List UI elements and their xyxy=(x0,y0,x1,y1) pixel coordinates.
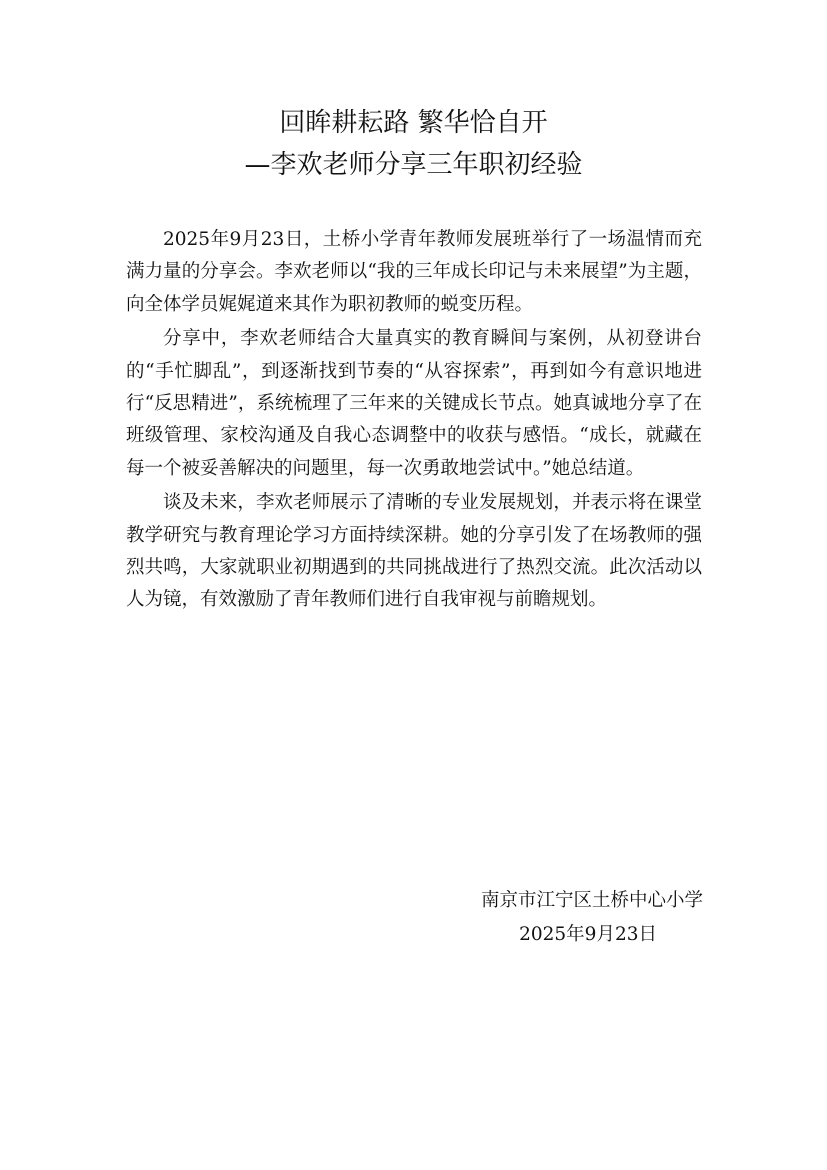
paragraph-1: 2025年9月23日，土桥小学青年教师发展班举行了一场温情而充满力量的分享会。李欢老师以“我的三年成长印记与未来展望”为主题，向全体学员娓娓道来其作为职初教师的蜕变历程。 xyxy=(126,229,702,315)
title-main: 回眸耕耘路 繁华恰自开 xyxy=(279,108,548,138)
paragraph-2: 分享中，李欢老师结合大量真实的教育瞬间与案例，从初登讲台的“手忙脚乱”，到逐渐找到节奏的“从容探索”，再到如今有意识地进行“反思精进”，系统梳理了三年来的关键成长节点。她真诚地分享了在班级管理、家校沟通及自我心态调整中的收获与感悟。“成长，就藏在每一个被妥善解决的问题里，每一次勇敢地尝试中。”她总结道。 xyxy=(126,328,702,479)
title-subtitle: —李欢老师分享三年职初经验 xyxy=(244,150,583,180)
paragraph-3: 谈及未来，李欢老师展示了清晰的专业发展规划，并表示将在课堂教学研究与教育理论学习方面持续深耕。她的分享引发了在场教师的强烈共鸣，大家就职业初期遇到的共同挑战进行了热烈交流。此次活动以人为镜，有效激励了青年教师们进行自我审视与前瞻规划。 xyxy=(126,492,702,611)
signature-block xyxy=(481,884,703,952)
document-body xyxy=(126,224,702,619)
signature-date: 2025年9月23日 xyxy=(519,924,657,945)
document-title xyxy=(0,102,827,186)
signature-organization: 南京市江宁区土桥中心小学 xyxy=(480,890,703,911)
